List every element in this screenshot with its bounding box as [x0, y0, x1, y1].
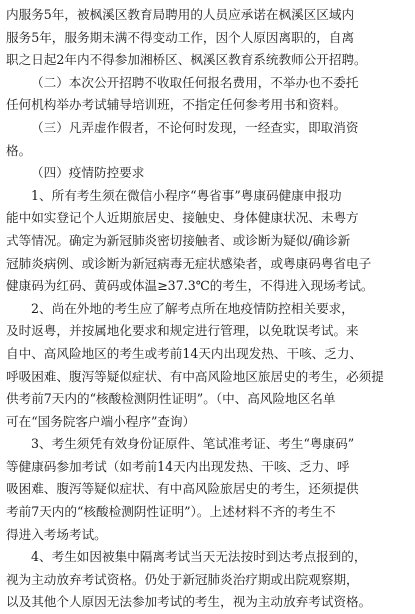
text-line: 职之日起2年内不得参加湘桥区、枫溪区教育系统教师公开招聘。 [6, 52, 367, 68]
text-line: 视为主动放弃考试资格。仍处于新冠肺炎治疗期或出院观察期， [6, 571, 359, 587]
text-line: 1、所有考生须在微信小程序“粤省事”粤康码健康申报功 [31, 187, 342, 203]
text-line: 供考前7天内的“核酸检测阴性证明”。（中、高风险地区名单 [6, 391, 336, 407]
text-line: 3、考生须凭有效身份证原件、笔试准考证、考生“粤康码” [31, 436, 355, 452]
text-line: 以及其他个人原因无法参加考试的考生，视为主动放弃考试资格。 [6, 594, 372, 610]
text-line: 式等情况。确定为新冠肺炎密切接触者、或诊断为疑似/确诊新 [6, 232, 351, 248]
text-line: 可在“国务院客户端小程序”查询） [6, 413, 196, 429]
text-line: （四）疫情防控要求 [31, 165, 145, 181]
text-line: 冠肺炎病例、或诊断为新冠病毒无症状感染者，或粤康码粤省电子 [6, 255, 372, 271]
text-line: 呼吸困难、腹泻等疑似症状、有中高风险地区旅居史的考生，必须提 [6, 368, 384, 384]
document-body [6, 4, 409, 614]
text-line: 自中、高风险地区的考生或考前14天内出现发热、干咳、乏力、 [6, 345, 363, 361]
text-line: （三）凡弄虚作假者，不论何时发现，一经查实，即取消资 [31, 119, 359, 135]
text-line: 格。 [6, 142, 32, 158]
text-line: 内服务5年，被枫溪区教育局聘用的人员应承诺在枫溪区区域内 [6, 7, 355, 22]
text-line: 吸困难、腹泻等疑似症状、有中高风险旅居史的考生，还须提供 [6, 481, 359, 497]
text-line: （二）本次公开招聘不收取任何报名费用，不举办也不委托 [31, 74, 359, 90]
text-line: 能中如实登记个人近期旅居史、接触史、身体健康状况、未粤方 [6, 210, 359, 226]
text-line: 服务5年，服务期未满不得变动工作，因个人原因离职的，自离 [6, 29, 355, 45]
text-line: 等健康码参加考试（如考前14天内出现发热、干咳、乏力、呼 [6, 458, 350, 474]
text-line: 得进入考场考试。 [6, 526, 107, 542]
text-line: 及时返粤，并按属地化要求和规定进行管理，以免耽误考试。来 [6, 323, 359, 339]
text-line: 4、考生如因被集中隔离考试当天无法按时到达考点报到的， [31, 549, 367, 565]
text-line: 考前7天内的“核酸检测阴性证明”）。上述材料不齐的考生不 [6, 504, 336, 520]
text-line: 健康码为红码、黄码或体温≥37.3℃的考生，不得进入现场考试。 [6, 278, 374, 294]
text-line: 任何机构举办考试辅导培训班，不指定任何参考用书和资料。 [6, 97, 347, 113]
text-line: 2、尚在外地的考生应了解考点所在地疫情防控相关要求， [31, 300, 354, 316]
